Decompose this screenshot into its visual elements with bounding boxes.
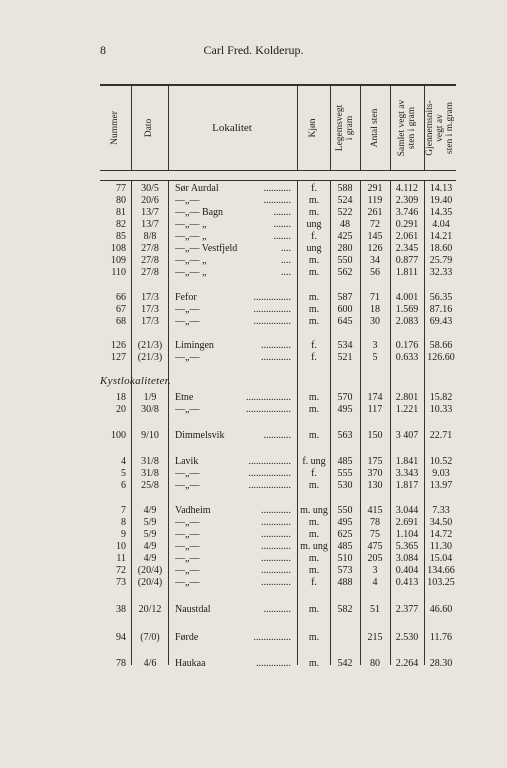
col-divider xyxy=(131,86,132,170)
cell-vegt: 587 xyxy=(337,292,353,303)
cell-samlet: 0.291 xyxy=(395,219,419,230)
cell-samlet: 3.343 xyxy=(395,468,419,479)
cell-nr: 8 xyxy=(121,517,126,528)
leader-dots: .............. xyxy=(256,658,291,669)
cell-vegt: 495 xyxy=(337,404,353,415)
cell-nr: 85 xyxy=(116,231,126,242)
leader-dots: ....... xyxy=(273,219,291,230)
cell-vegt: 485 xyxy=(337,456,353,467)
cell-vegt: 563 xyxy=(337,430,353,441)
colhead-samlet xyxy=(397,100,417,156)
cell-vegt: 573 xyxy=(337,565,353,576)
cell-antal: 475 xyxy=(367,541,383,552)
cell-nr: 20 xyxy=(116,404,126,415)
cell-gj: 22.71 xyxy=(429,430,453,441)
cell-dato: (20/4) xyxy=(137,577,163,588)
cell-lokalitet: —„— xyxy=(175,352,200,363)
cell-kjon: m. xyxy=(308,632,320,643)
cell-nr: 73 xyxy=(116,577,126,588)
cell-nr: 100 xyxy=(111,430,126,441)
cell-dato: 31/8 xyxy=(141,456,159,467)
cell-nr: 81 xyxy=(116,207,126,218)
cell-vegt: 510 xyxy=(337,553,353,564)
cell-lokalitet: Fefor xyxy=(175,292,197,303)
cell-kjon: f. xyxy=(311,577,317,588)
cell-gj: 134.66 xyxy=(427,565,455,576)
cell-samlet: 0.413 xyxy=(395,577,419,588)
leader-dots: ............... xyxy=(253,304,291,315)
cell-samlet: 0.176 xyxy=(395,340,419,351)
cell-nr: 6 xyxy=(121,480,126,491)
leader-dots: ............ xyxy=(261,340,291,351)
leader-dots: ............ xyxy=(261,541,291,552)
cell-kjon: m. xyxy=(308,565,320,576)
cell-lokalitet: —„— xyxy=(175,565,200,576)
cell-dato: 5/9 xyxy=(143,529,157,540)
cell-nr: 72 xyxy=(116,565,126,576)
cell-nr: 126 xyxy=(111,340,126,351)
cell-gj: 4.04 xyxy=(432,219,450,230)
table-top-rule xyxy=(100,84,456,86)
cell-lokalitet: Dimmelsvik xyxy=(175,430,225,441)
cell-samlet: 2.377 xyxy=(395,604,419,615)
cell-vegt: 521 xyxy=(337,352,353,363)
cell-gj: 32.33 xyxy=(429,267,453,278)
cell-vegt: 425 xyxy=(337,231,353,242)
cell-dato: 25/8 xyxy=(141,480,159,491)
cell-lokalitet: Haukaa xyxy=(175,658,206,669)
cell-gj: 34.50 xyxy=(429,517,453,528)
cell-dato: 31/8 xyxy=(141,468,159,479)
cell-nr: 109 xyxy=(111,255,126,266)
cell-lokalitet: Vadheim xyxy=(175,505,211,516)
cell-gj: 18.60 xyxy=(429,243,453,254)
leader-dots: ............ xyxy=(261,517,291,528)
cell-antal: 4 xyxy=(372,577,378,588)
cell-samlet: 4.001 xyxy=(395,292,419,303)
cell-samlet: 2.083 xyxy=(395,316,419,327)
cell-vegt: 488 xyxy=(337,577,353,588)
col-divider xyxy=(330,180,331,665)
cell-lokalitet: Limingen xyxy=(175,340,214,351)
cell-gj: 46.60 xyxy=(429,604,453,615)
cell-lokalitet: Etne xyxy=(175,392,194,403)
cell-nr: 68 xyxy=(116,316,126,327)
cell-lokalitet: —„— „ xyxy=(175,255,207,266)
cell-vegt: 562 xyxy=(337,267,353,278)
header-bottom-rule xyxy=(100,170,456,171)
cell-dato: (20/4) xyxy=(137,565,163,576)
cell-gj: 19.40 xyxy=(429,195,453,206)
cell-nr: 7 xyxy=(121,505,126,516)
cell-nr: 110 xyxy=(111,267,126,278)
leader-dots: ............... xyxy=(253,316,291,327)
colhead-line: Legemsvegt xyxy=(335,104,345,152)
col-divider xyxy=(390,180,391,665)
cell-gj: 10.52 xyxy=(429,456,453,467)
cell-dato: 4/9 xyxy=(143,553,157,564)
cell-kjon: m. xyxy=(308,430,320,441)
cell-nr: 10 xyxy=(116,541,126,552)
cell-nr: 18 xyxy=(116,392,126,403)
cell-gj: 13.97 xyxy=(429,480,453,491)
cell-lokalitet: —„— xyxy=(175,541,200,552)
cell-dato: 13/7 xyxy=(141,207,159,218)
colhead-line: sten i gram xyxy=(407,106,417,150)
cell-vegt: 280 xyxy=(337,243,353,254)
cell-nr: 127 xyxy=(111,352,126,363)
colhead-dato: Dato xyxy=(144,118,154,138)
cell-samlet: 3 407 xyxy=(395,430,419,441)
cell-lokalitet: —„— xyxy=(175,480,200,491)
cell-vegt: 48 xyxy=(340,219,350,230)
cell-nr: 38 xyxy=(116,604,126,615)
colhead-line: vegt av xyxy=(435,114,445,142)
cell-antal: 215 xyxy=(367,632,383,643)
cell-kjon: f. ung xyxy=(302,456,326,467)
leader-dots: ....... xyxy=(273,231,291,242)
cell-vegt: 550 xyxy=(337,255,353,266)
cell-gj: 103.25 xyxy=(427,577,455,588)
cell-nr: 11 xyxy=(116,553,126,564)
cell-gj: 14.35 xyxy=(429,207,453,218)
cell-gj: 15.82 xyxy=(429,392,453,403)
cell-lokalitet: —„— xyxy=(175,577,200,588)
cell-vegt: 625 xyxy=(337,529,353,540)
cell-antal: 174 xyxy=(367,392,383,403)
leader-dots: ........... xyxy=(263,183,291,194)
colhead-kjon: Kjøn xyxy=(308,118,318,138)
col-divider xyxy=(360,86,361,170)
cell-nr: 67 xyxy=(116,304,126,315)
colhead-antal: Antal sten xyxy=(370,108,380,148)
cell-vegt: 588 xyxy=(337,183,353,194)
leader-dots: .................. xyxy=(246,392,291,403)
cell-kjon: m. xyxy=(308,195,320,206)
leader-dots: ............ xyxy=(261,565,291,576)
cell-gj: 126.60 xyxy=(427,352,455,363)
cell-kjon: f. xyxy=(311,340,317,351)
cell-samlet: 1.569 xyxy=(395,304,419,315)
leader-dots: ................. xyxy=(248,468,291,479)
cell-antal: 18 xyxy=(370,304,380,315)
cell-kjon: m. xyxy=(308,392,320,403)
cell-kjon: m. xyxy=(308,316,320,327)
colhead-legemsvegt xyxy=(335,105,355,151)
cell-nr: 5 xyxy=(121,468,126,479)
cell-kjon: ung xyxy=(306,219,322,230)
cell-gj: 69.43 xyxy=(429,316,453,327)
cell-vegt: 524 xyxy=(337,195,353,206)
colhead-nummer: Nummer xyxy=(110,111,120,145)
cell-dato: 9/10 xyxy=(141,430,159,441)
cell-nr: 66 xyxy=(116,292,126,303)
col-divider xyxy=(330,86,331,170)
cell-samlet: 0.404 xyxy=(395,565,419,576)
cell-kjon: m. xyxy=(308,292,320,303)
cell-samlet: 5.365 xyxy=(395,541,419,552)
leader-dots: ........... xyxy=(263,604,291,615)
cell-kjon: m. xyxy=(308,404,320,415)
cell-nr: 77 xyxy=(116,183,126,194)
body-top-rule xyxy=(100,180,456,181)
cell-dato: 20/12 xyxy=(138,604,162,615)
cell-lokalitet: —„— Vestfjeld xyxy=(175,243,238,254)
cell-kjon: m. xyxy=(308,529,320,540)
cell-samlet: 2.061 xyxy=(395,231,419,242)
cell-gj: 10.33 xyxy=(429,404,453,415)
cell-kjon: f. xyxy=(311,231,317,242)
colhead-line: Samlet vegt av xyxy=(397,99,407,157)
cell-kjon: f. xyxy=(311,468,317,479)
cell-samlet: 3.084 xyxy=(395,553,419,564)
cell-antal: 3 xyxy=(372,565,378,576)
cell-kjon: m. xyxy=(308,207,320,218)
cell-lokalitet: Naustdal xyxy=(175,604,211,615)
cell-antal: 126 xyxy=(367,243,383,254)
cell-antal: 72 xyxy=(370,219,380,230)
cell-kjon: m. xyxy=(308,553,320,564)
cell-antal: 130 xyxy=(367,480,383,491)
cell-antal: 145 xyxy=(367,231,383,242)
cell-kjon: m. xyxy=(308,658,320,669)
leader-dots: ....... xyxy=(273,207,291,218)
cell-samlet: 2.345 xyxy=(395,243,419,254)
cell-lokalitet: Førde xyxy=(175,632,199,643)
cell-kjon: m. ung xyxy=(300,505,328,516)
cell-samlet: 2.801 xyxy=(395,392,419,403)
cell-antal: 415 xyxy=(367,505,383,516)
cell-gj: 7.33 xyxy=(432,505,450,516)
cell-nr: 94 xyxy=(116,632,126,643)
cell-lokalitet: —„— xyxy=(175,195,200,206)
leader-dots: ................. xyxy=(248,456,291,467)
cell-antal: 75 xyxy=(370,529,380,540)
cell-kjon: m. xyxy=(308,480,320,491)
cell-kjon: m. ung xyxy=(300,541,328,552)
cell-vegt: 582 xyxy=(337,604,353,615)
leader-dots: ................. xyxy=(248,480,291,491)
cell-antal: 78 xyxy=(370,517,380,528)
leader-dots: ............... xyxy=(253,632,291,643)
cell-kjon: ung xyxy=(306,243,322,254)
col-divider xyxy=(168,180,169,665)
cell-samlet: 1.811 xyxy=(395,267,419,278)
cell-gj: 9.03 xyxy=(432,468,450,479)
cell-gj: 11.76 xyxy=(429,632,453,643)
cell-dato: 1/9 xyxy=(143,392,157,403)
cell-gj: 14.21 xyxy=(429,231,453,242)
cell-nr: 108 xyxy=(111,243,126,254)
col-divider xyxy=(390,86,391,170)
cell-gj: 58.66 xyxy=(429,340,453,351)
leader-dots: .... xyxy=(281,267,291,278)
cell-nr: 80 xyxy=(116,195,126,206)
cell-lokalitet: —„— xyxy=(175,316,200,327)
cell-antal: 150 xyxy=(367,430,383,441)
cell-gj: 87.16 xyxy=(429,304,453,315)
colhead-line: i gram xyxy=(345,115,355,141)
cell-lokalitet: —„— „ xyxy=(175,231,207,242)
cell-dato: 27/8 xyxy=(141,267,159,278)
cell-samlet: 1.841 xyxy=(395,456,419,467)
cell-samlet: 0.877 xyxy=(395,255,419,266)
cell-vegt: 645 xyxy=(337,316,353,327)
cell-samlet: 2.309 xyxy=(395,195,419,206)
cell-dato: 17/3 xyxy=(141,292,159,303)
cell-antal: 80 xyxy=(370,658,380,669)
cell-dato: 20/6 xyxy=(141,195,159,206)
cell-dato: 8/8 xyxy=(143,231,157,242)
cell-nr: 4 xyxy=(121,456,126,467)
cell-antal: 261 xyxy=(367,207,383,218)
cell-gj: 14.72 xyxy=(429,529,453,540)
cell-dato: (7/0) xyxy=(140,632,160,643)
cell-antal: 117 xyxy=(367,404,383,415)
cell-samlet: 3.746 xyxy=(395,207,419,218)
cell-antal: 291 xyxy=(367,183,383,194)
cell-lokalitet: —„— xyxy=(175,404,200,415)
cell-samlet: 1.221 xyxy=(395,404,419,415)
section-subheading: Kystlokaliteter. xyxy=(100,375,172,387)
cell-nr: 78 xyxy=(116,658,126,669)
col-divider xyxy=(297,86,298,170)
cell-dato: 4/9 xyxy=(143,541,157,552)
col-divider xyxy=(424,180,425,665)
cell-kjon: f. xyxy=(311,183,317,194)
cell-antal: 71 xyxy=(370,292,380,303)
cell-antal: 5 xyxy=(372,352,378,363)
col-divider xyxy=(297,180,298,665)
cell-kjon: m. xyxy=(308,255,320,266)
cell-dato: 17/3 xyxy=(141,316,159,327)
page-number: 8 xyxy=(100,43,106,57)
leader-dots: ............ xyxy=(261,529,291,540)
cell-lokalitet: —„— xyxy=(175,517,200,528)
cell-gj: 15.04 xyxy=(429,553,453,564)
cell-samlet: 2.530 xyxy=(395,632,419,643)
cell-antal: 34 xyxy=(370,255,380,266)
colhead-gjennemsnit xyxy=(425,100,455,155)
cell-antal: 3 xyxy=(372,340,378,351)
cell-dato: 17/3 xyxy=(141,304,159,315)
cell-antal: 30 xyxy=(370,316,380,327)
cell-vegt: 570 xyxy=(337,392,353,403)
cell-gj: 25.79 xyxy=(429,255,453,266)
cell-kjon: m. xyxy=(308,267,320,278)
colhead-line: sten i m.gram xyxy=(445,102,455,154)
cell-dato: 4/6 xyxy=(143,658,157,669)
cell-antal: 370 xyxy=(367,468,383,479)
colhead-line: Gjennemsnits- xyxy=(425,100,435,156)
leader-dots: ............ xyxy=(261,553,291,564)
cell-antal: 119 xyxy=(367,195,383,206)
cell-samlet: 3.044 xyxy=(395,505,419,516)
cell-vegt: 522 xyxy=(337,207,353,218)
cell-vegt: 550 xyxy=(337,505,353,516)
cell-lokalitet: Lavik xyxy=(175,456,199,467)
cell-dato: (21/3) xyxy=(137,352,163,363)
cell-samlet: 1.104 xyxy=(395,529,419,540)
cell-dato: 5/9 xyxy=(143,517,157,528)
cell-antal: 51 xyxy=(370,604,380,615)
cell-nr: 9 xyxy=(121,529,126,540)
leader-dots: .... xyxy=(281,243,291,254)
cell-vegt: 530 xyxy=(337,480,353,491)
cell-vegt: 600 xyxy=(337,304,353,315)
cell-gj: 28.30 xyxy=(429,658,453,669)
running-head: Carl Fred. Kolderup. xyxy=(203,43,304,57)
cell-kjon: m. xyxy=(308,604,320,615)
col-divider xyxy=(131,180,132,665)
cell-lokalitet: —„— xyxy=(175,553,200,564)
cell-dato: 27/8 xyxy=(141,243,159,254)
cell-dato: 30/8 xyxy=(141,404,159,415)
leader-dots: ............... xyxy=(253,292,291,303)
col-divider xyxy=(360,180,361,665)
col-divider xyxy=(168,86,169,170)
cell-samlet: 0.633 xyxy=(395,352,419,363)
cell-samlet: 4.112 xyxy=(395,183,419,194)
cell-dato: 30/5 xyxy=(141,183,159,194)
cell-vegt: 495 xyxy=(337,517,353,528)
cell-antal: 175 xyxy=(367,456,383,467)
cell-antal: 205 xyxy=(367,553,383,564)
leader-dots: ........... xyxy=(263,195,291,206)
leader-dots: ............ xyxy=(261,505,291,516)
cell-nr: 82 xyxy=(116,219,126,230)
cell-vegt: 485 xyxy=(337,541,353,552)
leader-dots: ........... xyxy=(263,430,291,441)
leader-dots: ............ xyxy=(261,352,291,363)
cell-samlet: 2.264 xyxy=(395,658,419,669)
leader-dots: .... xyxy=(281,255,291,266)
cell-lokalitet: —„— xyxy=(175,304,200,315)
leader-dots: ............ xyxy=(261,577,291,588)
cell-kjon: f. xyxy=(311,352,317,363)
leader-dots: .................. xyxy=(246,404,291,415)
cell-lokalitet: —„— „ xyxy=(175,219,207,230)
cell-dato: (21/3) xyxy=(137,340,163,351)
cell-samlet: 2.691 xyxy=(395,517,419,528)
cell-vegt: 555 xyxy=(337,468,353,479)
cell-dato: 13/7 xyxy=(141,219,159,230)
cell-kjon: m. xyxy=(308,517,320,528)
cell-samlet: 1.817 xyxy=(395,480,419,491)
cell-gj: 14.13 xyxy=(429,183,453,194)
cell-gj: 11.30 xyxy=(429,541,453,552)
cell-lokalitet: Sør Aurdal xyxy=(175,183,219,194)
cell-lokalitet: —„— xyxy=(175,529,200,540)
cell-lokalitet: —„— „ xyxy=(175,267,207,278)
cell-vegt: 542 xyxy=(337,658,353,669)
cell-dato: 4/9 xyxy=(143,505,157,516)
cell-lokalitet: —„— Bagn xyxy=(175,207,224,218)
colhead-lokalitet: Lokalitet xyxy=(212,122,252,134)
cell-kjon: m. xyxy=(308,304,320,315)
cell-vegt: 534 xyxy=(337,340,353,351)
cell-dato: 27/8 xyxy=(141,255,159,266)
cell-lokalitet: —„— xyxy=(175,468,200,479)
cell-gj: 56.35 xyxy=(429,292,453,303)
cell-antal: 56 xyxy=(370,267,380,278)
